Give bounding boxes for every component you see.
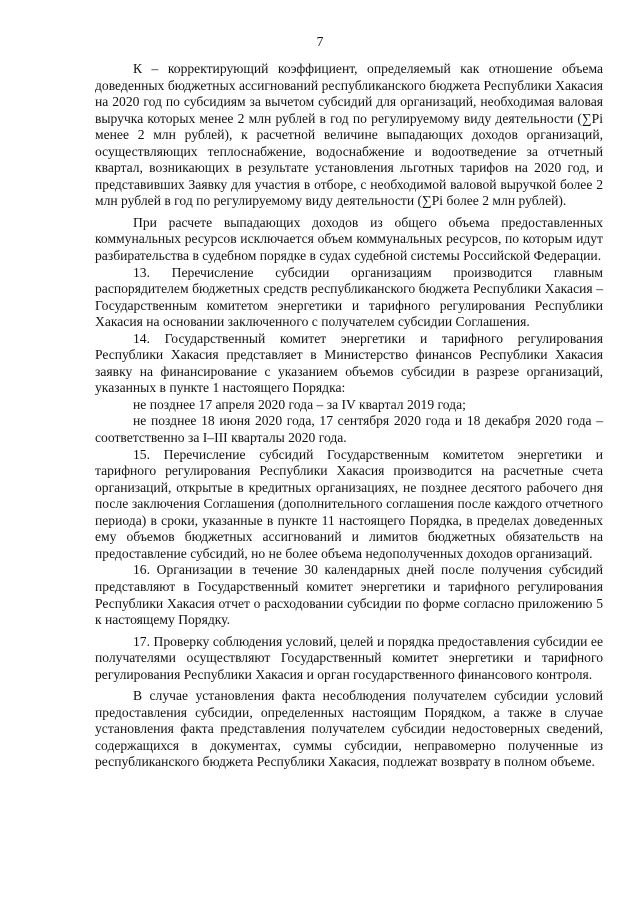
paragraph-14: 14. Государственный комитет энергетики и тарифного регулирования Республики Хакасия представляет в Министерство финансов Республики Хакасия заявку на финансирование с указанием объемов субсидии в разрезе организаций, указанных в пункте 1 настоящего Порядка: bbox=[95, 330, 603, 396]
paragraph-lost-income-calculation: При расчете выпадающих доходов из общего объема предоставленных коммунальных ресурсов исключается объем коммунальных ресурсов, по которым идут разбирательства в судебном порядке в судах судебной системы Российской Федерации. bbox=[95, 214, 603, 264]
paragraph-k-coefficient: К – корректирующий коэффициент, определяемый как отношение объема доведенных бюджетных ассигнований республиканского бюджета Республики Хакасия на 2020 год по субсидиям за вычетом субсидий для организаций, необходимая валовая выручка которых менее 2 млн рублей в год по регулируемому виду деятельности (∑Pi менее 2 млн рублей), к расчетной величине выпадающих доходов организаций, осуществляющих теплоснабжение, водоснабжение и водоотведение за отчетный квартал, возникающих в результате установления льготных тарифов на 2020 год, и представивших Заявку для участия в отборе, с необходимой валовой выручкой более 2 млн рублей в год по регулируемому виду деятельности (∑Pi более 2 млн рублей). bbox=[95, 61, 603, 209]
paragraph-16: 16. Организации в течение 30 календарных дней после получения субсидий представляют в Государственный комитет энергетики и тарифного регулирования Республики Хакасия отчет о расходовании субсидии по форме согласно приложению 5 к настоящему Порядку. bbox=[95, 562, 603, 628]
paragraph-17: 17. Проверку соблюдения условий, целей и порядка предоставления субсидии ее получателями осуществляют Государственный комитет энергетики и тарифного регулирования Республики Хакасия и орган государственного финансового контроля. bbox=[95, 633, 603, 682]
paragraph-15: 15. Перечисление субсидий Государственным комитетом энергетики и тарифного регулирования Республики Хакасия производится на расчетные счета организаций, открытые в кредитных организациях, не позднее десятого рабочего дня после заключения Соглашения (дополнительного соглашения после каждого отчетного периода) в сроки, указанные в пункте 11 настоящего Порядка, в пределах доведенных ему объемов бюджетных ассигнований и лимитов бюджетных обязательств на предоставление субсидий, но не более объема недополученных доходов организаций. bbox=[95, 446, 603, 561]
paragraph-14-deadline-2: не позднее 18 июня 2020 года, 17 сентября 2020 года и 18 декабря 2020 года – соответственно за I–III кварталы 2020 года. bbox=[95, 413, 603, 446]
paragraph-13: 13. Перечисление субсидии организациям производится главным распорядителем бюджетных средств республиканского бюджета Республики Хакасия – Государственным комитетом энергетики и тарифного регулирования Республики Хакасия на основании заключенного с получателем субсидии Соглашения. bbox=[95, 264, 603, 330]
paragraph-14-deadline-1: не позднее 17 апреля 2020 года – за IV квартал 2019 года; bbox=[133, 396, 466, 412]
document-body bbox=[95, 61, 603, 771]
page-number: 7 bbox=[316, 34, 324, 49]
paragraph-refund: В случае установления факта несоблюдения получателем субсидии условий предоставления субсидии, определенных настоящим Порядком, а также в случае установления факта представления получателем субсидии недостоверных сведений, содержащихся в документах, суммы субсидии, неправомерно полученные из республиканского бюджета Республики Хакасия, подлежат возврату в полном объеме. bbox=[95, 688, 603, 770]
